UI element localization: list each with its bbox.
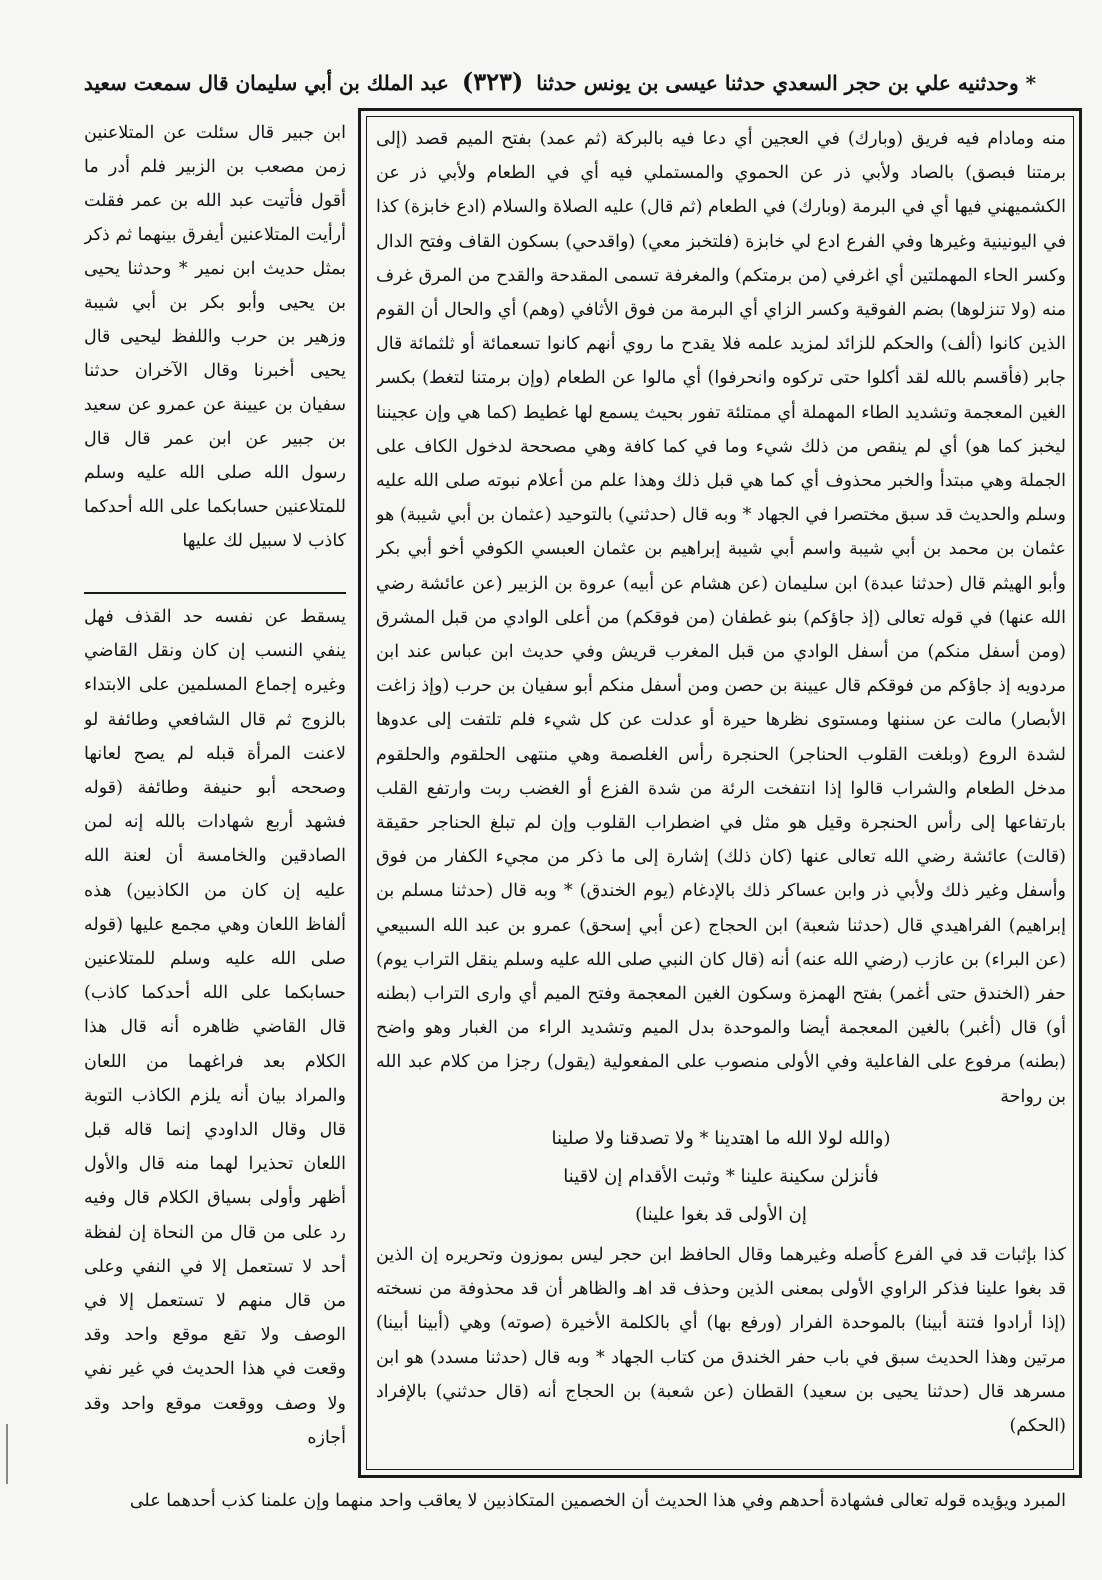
main-paragraph: منه ومادام فيه فريق (وبارك) في العجين أي دعا فيه بالبركة (ثم عمد) بفتح الميم قصد (إلى برمتنا فبصق) بالصاد ولأبي ذر عن الحموي والمستملي فيه أي في الطعام ولأبي ذر عن الكشميهني فيها أي في البرمة (وبارك) في الطعام (ثم قال) عليه الصلاة والسلام (ادع خابزة) كذا في اليونينية وغيرها وفي الفرع ادع لي خابزة (فلتخبز معي) (واقدحي) بسكون القاف وفتح الدال وكسر الحاء المهملتين أي اغرفي (من برمتكم) والمغرفة تسمى المقدحة والقدح من المرق غرف منه (ولا تنزلوها) بضم الفوقية وكسر الزاي أي البرمة من فوق الأثافي (وهم) أي والحال أن القوم الذين كانوا (ألف) والحكم للزائد لمزيد علمه فلا يقدح ما روي أنهم كانوا تسعمائة أو ثلثمائة قال جابر (فأقسم بالله لقد أكلوا حتى تركوه وانحرفوا) أي مالوا عن الطعام (وإن برمتنا لتغط) بكسر الغين المعجمة وتشديد الطاء المهملة أي ممتلئة تفور بحيث يسمع لها غطيط (كما هي وإن عجيننا ليخبز كما هو) أي لم ينقص من ذلك شيء وما في كما كافة وهي مصححة لدخول الكاف على الجملة وهي مبتدأ والخبر محذوف أي كما هي قبل ذلك وهذا علم من أعلام نبوته صلى الله عليه وسلم والحديث قد سبق مختصرا في الجهاد * وبه قال (حدثني) بالتوحيد (عثمان بن أبي شيبة) هو عثمان بن محمد بن أبي شيبة واسم أبي شيبة إبراهيم بن عثمان العبسي الكوفي أخو أبي بكر وأبو الهيثم قال (حدثنا عبدة) ابن سليمان (عن هشام عن أبيه) عروة بن الزبير (عن عائشة رضي الله عنها) في قوله تعالى (إذ جاؤكم) بنو غطفان (من فوقكم) من أعلى الوادي من قبل المشرق (ومن أسفل منكم) من أسفل الوادي من قبل المغرب قريش وفي حديث ابن عباس عند ابن مردويه إذ جاؤكم من فوقكم قال عيينة بن حصن ومن أسفل منكم أبو سفيان بن حرب (وإذ زاغت الأبصار) مالت عن سننها ومستوى نظرها حيرة أو عدلت عن كل شيء فلم تلتفت إلى عدوها لشدة الروع (وبلغت القلوب الحناجر) الحنجرة رأس الغلصمة وهي منتهى الحلقوم والحلقوم مدخل الطعام والشراب قالوا إذا انتفخت الرئة من شدة الفزع أو الغضب ربت وارتفع القلب بارتفاعها إلى رأس الحنجرة وقيل هو مثل في اضطراب القلوب وإن لم تبلغ الحناجر حقيقة (قالت) عائشة رضي الله تعالى عنها (كان ذلك) إشارة إلى ما ذكر من مجيء الكفار من فوق وأسفل وغير ذلك ولأبي ذر وابن عساكر ذلك بالإدغام (يوم الخندق) * وبه قال (حدثنا مسلم بن إبراهيم) الفراهيدي قال (حدثنا شعبة) ابن الحجاج (عن أبي إسحق) عمرو بن عبد الله السبيعي (عن البراء) بن عازب (رضي الله عنه) أنه (قال كان النبي صلى الله عليه وسلم ينقل التراب يوم) حفر (الخندق حتى أغمر) بفتح الهمزة وسكون الغين المعجمة وفتح الميم أي وارى التراب (بطنه أو) قال (أغبر) بالغين المعجمة أيضا والموحدة بدل الميم وتشديد الراء من الغبار وهو واضح (بطنه) مرفوع على الفاعلية وفي الأولى منصوب على المفعولية (يقول) رجزا من كلام عبد الله بن رواحة (376, 129, 1066, 1107)
main-paragraph-after-verses: كذا بإثبات قد في الفرع كأصله وغيرهما وقال الحافظ ابن حجر ليس بموزون وتحريره إن الذين قد بغوا علينا فذكر الراوي الأولى بمعنى الذين وحذف قد اهـ والظاهر أن قد محذوفة من نسخته (إذا أرادوا فتنة أبينا) بالموحدة الفرار (ورفع بها) أي بالكلمة الأخيرة (صوته) وهي (أبينا أبينا) مرتين وهذا الحديث سبق في باب حفر الخندق من كتاب الجهاد * وبه قال (حدثنا مسدد) هو ابن مسرهد قال (حدثنا يحيى بن سعيد) القطان (عن شعبة) بن الحجاج أنه (قال حدثني) بالإفراد (الحكم) (376, 1244, 1066, 1436)
footer-continuation-text: المبرد ويؤيده قوله تعالى فشهادة أحدهم وفي هذا الحديث أن الخصمين المتكاذبين لا يعاقب واحد منهما وإن علمنا كذب أحدهما على (129, 1491, 1066, 1511)
verse-line: فأنزلن سكينة علينا * وثبت الأقدام إن لاقينا (563, 1165, 879, 1187)
main-commentary-text (376, 122, 1066, 1462)
verse-block (376, 1114, 1066, 1238)
verse-line: (والله لولا الله ما اهتدينا * ولا تصدقنا ولا صلينا (551, 1127, 891, 1149)
margin-hadith-text: ابن جبير قال سئلت عن المتلاعنين زمن مصعب بن الزبير فلم أدر ما أقول فأتيت عبد الله بن عمر فقلت أرأيت المتلاعنين أيفرق بينهما ثم ذكر بمثل حديث ابن نمير * وحدثنا يحيى بن يحيى وأبو بكر بن أبي شيبة وزهير بن حرب واللفظ ليحيى قال يحيى أخبرنا وقال الآخران حدثنا سفيان بن عيينة عن عمرو عن سعيد بن جبير عن ابن عمر قال قال رسول الله صلى الله عليه وسلم للمتلاعنين حسابكما على الله أحدكما كاذب لا سبيل لك عليها (84, 123, 346, 551)
margin-sharh-text: يسقط عن نفسه حد القذف فهل ينفي النسب إن كان ونقل القاضي وغيره إجماع المسلمين على الابتداء بالزوج ثم قال الشافعي وطائفة لو لاعنت المرأة قبله لم يصح لعانها وصححه أبو حنيفة وطائفة (قوله فشهد أربع شهادات بالله إنه لمن الصادقين والخامسة أن لعنة الله عليه إن كان من الكاذبين) هذه ألفاظ اللعان وهي مجمع عليها (قوله صلى الله عليه وسلم للمتلاعنين حسابكما على الله أحدكما كاذب) قال القاضي ظاهره أنه قال هذا الكلام بعد فراغهما من اللعان والمراد بيان أنه يلزم الكاذب التوبة قال وقال الداودي إنما قاله قبل اللعان تحذيرا لهما منه قال والأول أظهر وأولى بسياق الكلام قال وفيه رد على من قال من النحاة إن لفظة أحد لا تستعمل إلا في النفي وعلى من قال منهم لا تستعمل إلا في الوصف ولا تقع موقع واحد وقد وقعت في هذا الحديث في غير نفي ولا وصف ووقعت موقع واحد وقد أجازه (84, 607, 346, 1448)
running-header (60, 62, 1060, 102)
scan-edge-mark (6, 1424, 8, 1484)
page-number: (٣٢٣) (461, 67, 524, 96)
header-text-left: عبد الملك بن أبي سليمان قال سمعت سعيد (83, 71, 449, 95)
header-text-right: * وحدثنيه علي بن حجر السعدي حدثنا عيسى بن يونس حدثنا (536, 71, 1037, 95)
margin-divider-rule (84, 592, 346, 594)
verse-line: إن الأولى قد بغوا علينا) (635, 1203, 807, 1225)
